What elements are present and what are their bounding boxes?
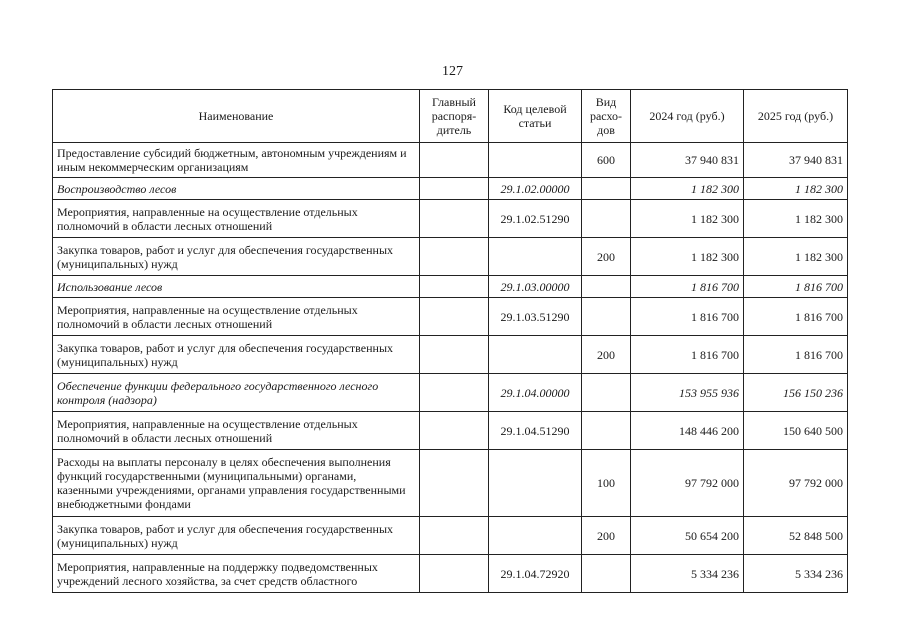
row-2024: 1 182 300: [631, 238, 744, 276]
row-name: Воспроизводство лесов: [53, 178, 420, 200]
row-admin: [420, 298, 489, 336]
row-admin: [420, 555, 489, 593]
row-2025: 1 816 700: [744, 298, 848, 336]
row-kind: [582, 178, 631, 200]
row-2024: 1 182 300: [631, 178, 744, 200]
row-2025: 150 640 500: [744, 412, 848, 450]
row-kind: 100: [582, 450, 631, 517]
row-2025: 1 182 300: [744, 200, 848, 238]
row-2024: 1 816 700: [631, 298, 744, 336]
row-2024: 1 816 700: [631, 336, 744, 374]
row-2024: 97 792 000: [631, 450, 744, 517]
row-2024: 148 446 200: [631, 412, 744, 450]
row-2025: 1 816 700: [744, 276, 848, 298]
table-row: [53, 298, 848, 336]
header-kind: Вид расхо-дов: [582, 90, 631, 143]
row-admin: [420, 412, 489, 450]
row-code: [489, 143, 582, 178]
row-2025: 97 792 000: [744, 450, 848, 517]
row-kind: [582, 374, 631, 412]
table-row: [53, 143, 848, 178]
row-2025: 37 940 831: [744, 143, 848, 178]
row-2025: 1 182 300: [744, 238, 848, 276]
table-row: [53, 276, 848, 298]
table-row: [53, 178, 848, 200]
row-admin: [420, 238, 489, 276]
table-row: [53, 555, 848, 593]
table-row: [53, 238, 848, 276]
row-2024: 37 940 831: [631, 143, 744, 178]
table-row: [53, 374, 848, 412]
row-2024: 5 334 236: [631, 555, 744, 593]
row-2025: 1 816 700: [744, 336, 848, 374]
row-name: Закупка товаров, работ и услуг для обеспечения государственных (муниципальных) нужд: [53, 336, 420, 374]
row-name: Мероприятия, направленные на поддержку подведомственных учреждений лесного хозяйства, за счет средств областного: [53, 555, 420, 593]
row-name: Мероприятия, направленные на осуществление отдельных полномочий в области лесных отношений: [53, 412, 420, 450]
row-2024: 1 182 300: [631, 200, 744, 238]
row-code: 29.1.02.00000: [489, 178, 582, 200]
row-2024: 153 955 936: [631, 374, 744, 412]
budget-table: [52, 89, 848, 593]
row-kind: 200: [582, 336, 631, 374]
row-kind: 600: [582, 143, 631, 178]
row-name: Мероприятия, направленные на осуществление отдельных полномочий в области лесных отношений: [53, 298, 420, 336]
header-admin: Главный распоря-дитель: [420, 90, 489, 143]
row-admin: [420, 178, 489, 200]
row-name: Закупка товаров, работ и услуг для обеспечения государственных (муниципальных) нужд: [53, 238, 420, 276]
row-admin: [420, 374, 489, 412]
row-2025: 5 334 236: [744, 555, 848, 593]
table-header-row: [53, 90, 848, 143]
row-admin: [420, 200, 489, 238]
row-code: [489, 336, 582, 374]
row-kind: [582, 200, 631, 238]
row-2025: 52 848 500: [744, 517, 848, 555]
header-year-2024: 2024 год (руб.): [631, 90, 744, 143]
row-admin: [420, 143, 489, 178]
header-name: Наименование: [53, 90, 420, 143]
row-code: 29.1.04.51290: [489, 412, 582, 450]
row-admin: [420, 450, 489, 517]
row-name: Расходы на выплаты персоналу в целях обеспечения выполнения функций государственными (муниципальными) органами, казенными учреждениями, органами управления государственными внебюджетными фондами: [53, 450, 420, 517]
row-kind: [582, 276, 631, 298]
row-name: Предоставление субсидий бюджетным, автономным учреждениям и иным некоммерческим организациям: [53, 143, 420, 178]
row-2024: 1 816 700: [631, 276, 744, 298]
table-row: [53, 450, 848, 517]
row-kind: [582, 555, 631, 593]
row-code: 29.1.03.00000: [489, 276, 582, 298]
table-row: [53, 200, 848, 238]
row-name: Мероприятия, направленные на осуществление отдельных полномочий в области лесных отношений: [53, 200, 420, 238]
row-admin: [420, 276, 489, 298]
header-code: Код целевой статьи: [489, 90, 582, 143]
row-code: 29.1.02.51290: [489, 200, 582, 238]
table-row: [53, 412, 848, 450]
row-kind: [582, 298, 631, 336]
page-number: 127: [442, 64, 463, 79]
row-name: Обеспечение функции федерального государственного лесного контроля (надзора): [53, 374, 420, 412]
row-code: 29.1.04.72920: [489, 555, 582, 593]
row-2025: 156 150 236: [744, 374, 848, 412]
row-kind: 200: [582, 238, 631, 276]
row-kind: 200: [582, 517, 631, 555]
row-name: Закупка товаров, работ и услуг для обеспечения государственных (муниципальных) нужд: [53, 517, 420, 555]
row-admin: [420, 336, 489, 374]
table-row: [53, 336, 848, 374]
row-code: [489, 450, 582, 517]
row-code: [489, 517, 582, 555]
row-admin: [420, 517, 489, 555]
row-2024: 50 654 200: [631, 517, 744, 555]
header-year-2025: 2025 год (руб.): [744, 90, 848, 143]
row-code: 29.1.03.51290: [489, 298, 582, 336]
row-2025: 1 182 300: [744, 178, 848, 200]
row-name: Использование лесов: [53, 276, 420, 298]
row-code: [489, 238, 582, 276]
table-row: [53, 517, 848, 555]
row-code: 29.1.04.00000: [489, 374, 582, 412]
row-kind: [582, 412, 631, 450]
